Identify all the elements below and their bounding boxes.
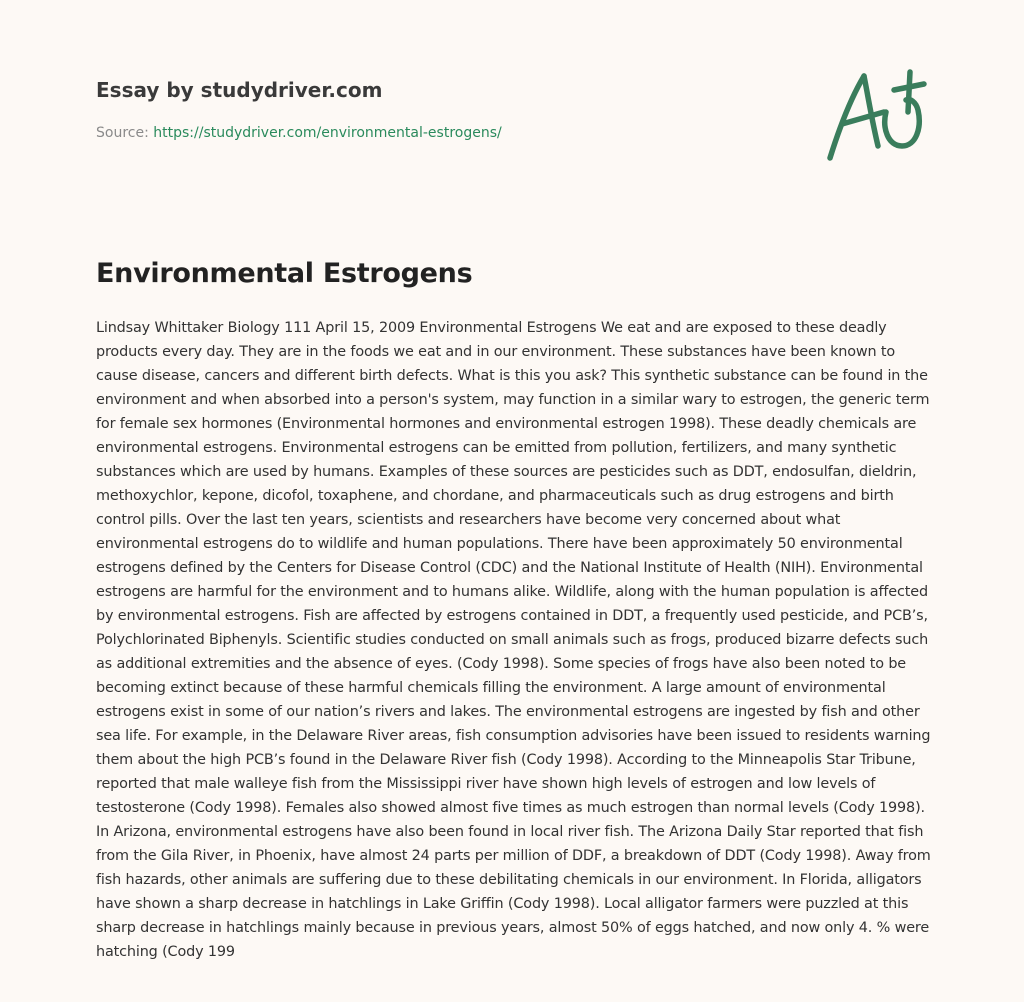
brand-title: Essay by studydriver.com	[96, 78, 383, 102]
source-line	[96, 124, 696, 142]
source-link[interactable]: https://studydriver.com/environmental-estrogens/	[153, 125, 502, 141]
essay-body: Lindsay Whittaker Biology 111 April 15, 2009 Environmental Estrogens We eat and are exposed to these deadly products every day. They are in the foods we eat and in our environment. These substances have been known to cause disease, cancers and different birth defects. What is this you ask? This synthetic substance can be found in the environment and when absorbed into a person's system, may function in a similar wary to estrogen, the generic term for female sex hormones (Environmental hormones and environmental estrogen 1998). These deadly chemicals are environmental estrogens. Environmental estrogens can be emitted from pollution, fertilizers, and many synthetic substances which are used by humans. Examples of these sources are pesticides such as DDT, endosulfan, dieldrin, methoxychlor, kepone, dicofol, toxaphene, and chordane, and pharmaceuticals such as drug estrogens and birth control pills. Over the last ten years, scientists and researchers have become very concerned about what environmental estrogens do to wildlife and human populations. There have been approximately 50 environmental estrogens defined by the Centers for Disease Control (CDC) and the National Institute of Health (NIH). Environmental estrogens are harmful for the environment and to humans alike. Wildlife, along with the human population is affected by environmental estrogens. Fish are affected by estrogens contained in DDT, a frequently used pesticide, and PCB’s, Polychlorinated Biphenyls. Scientific studies conducted on small animals such as frogs, produced bizarre defects such as additional extremities and the absence of eyes. (Cody 1998). Some species of frogs have also been noted to be becoming extinct because of these harmful chemicals filling the environment. A large amount of environmental estrogens exist in some of our nation’s rivers and lakes. The environmental estrogens are ingested by fish and other sea life. For example, in the Delaware River areas, fish consumption advisories have been issued to residents warning them about the high PCB’s found in the Delaware River fish (Cody 1998). According to the Minneapolis Star Tribune, reported that male walleye fish from the Mississippi river have shown high levels of estrogen and low levels of testosterone (Cody 1998). Females also showed almost five times as much estrogen than normal levels (Cody 1998). In Arizona, environmental estrogens have also been found in local river fish. The Arizona Daily Star reported that fish from the Gila River, in Phoenix, have almost 24 parts per million of DDF, a breakdown of DDT (Cody 1998). Away from fish hazards, other animals are suffering due to these debilitating chemicals in our environment. In Florida, alligators have shown a sharp decrease in hatchlings in Lake Griffin (Cody 1998). Local alligator farmers were puzzled at this sharp decrease in hatchlings mainly because in previous years, almost 50% of eggs hatched, and now only 4. % were hatching (Cody 199	[96, 320, 931, 960]
essay-title: Environmental Estrogens	[96, 258, 473, 289]
source-label: Source:	[96, 125, 149, 141]
a-plus-logo-icon	[822, 66, 930, 166]
page-header	[96, 76, 696, 142]
